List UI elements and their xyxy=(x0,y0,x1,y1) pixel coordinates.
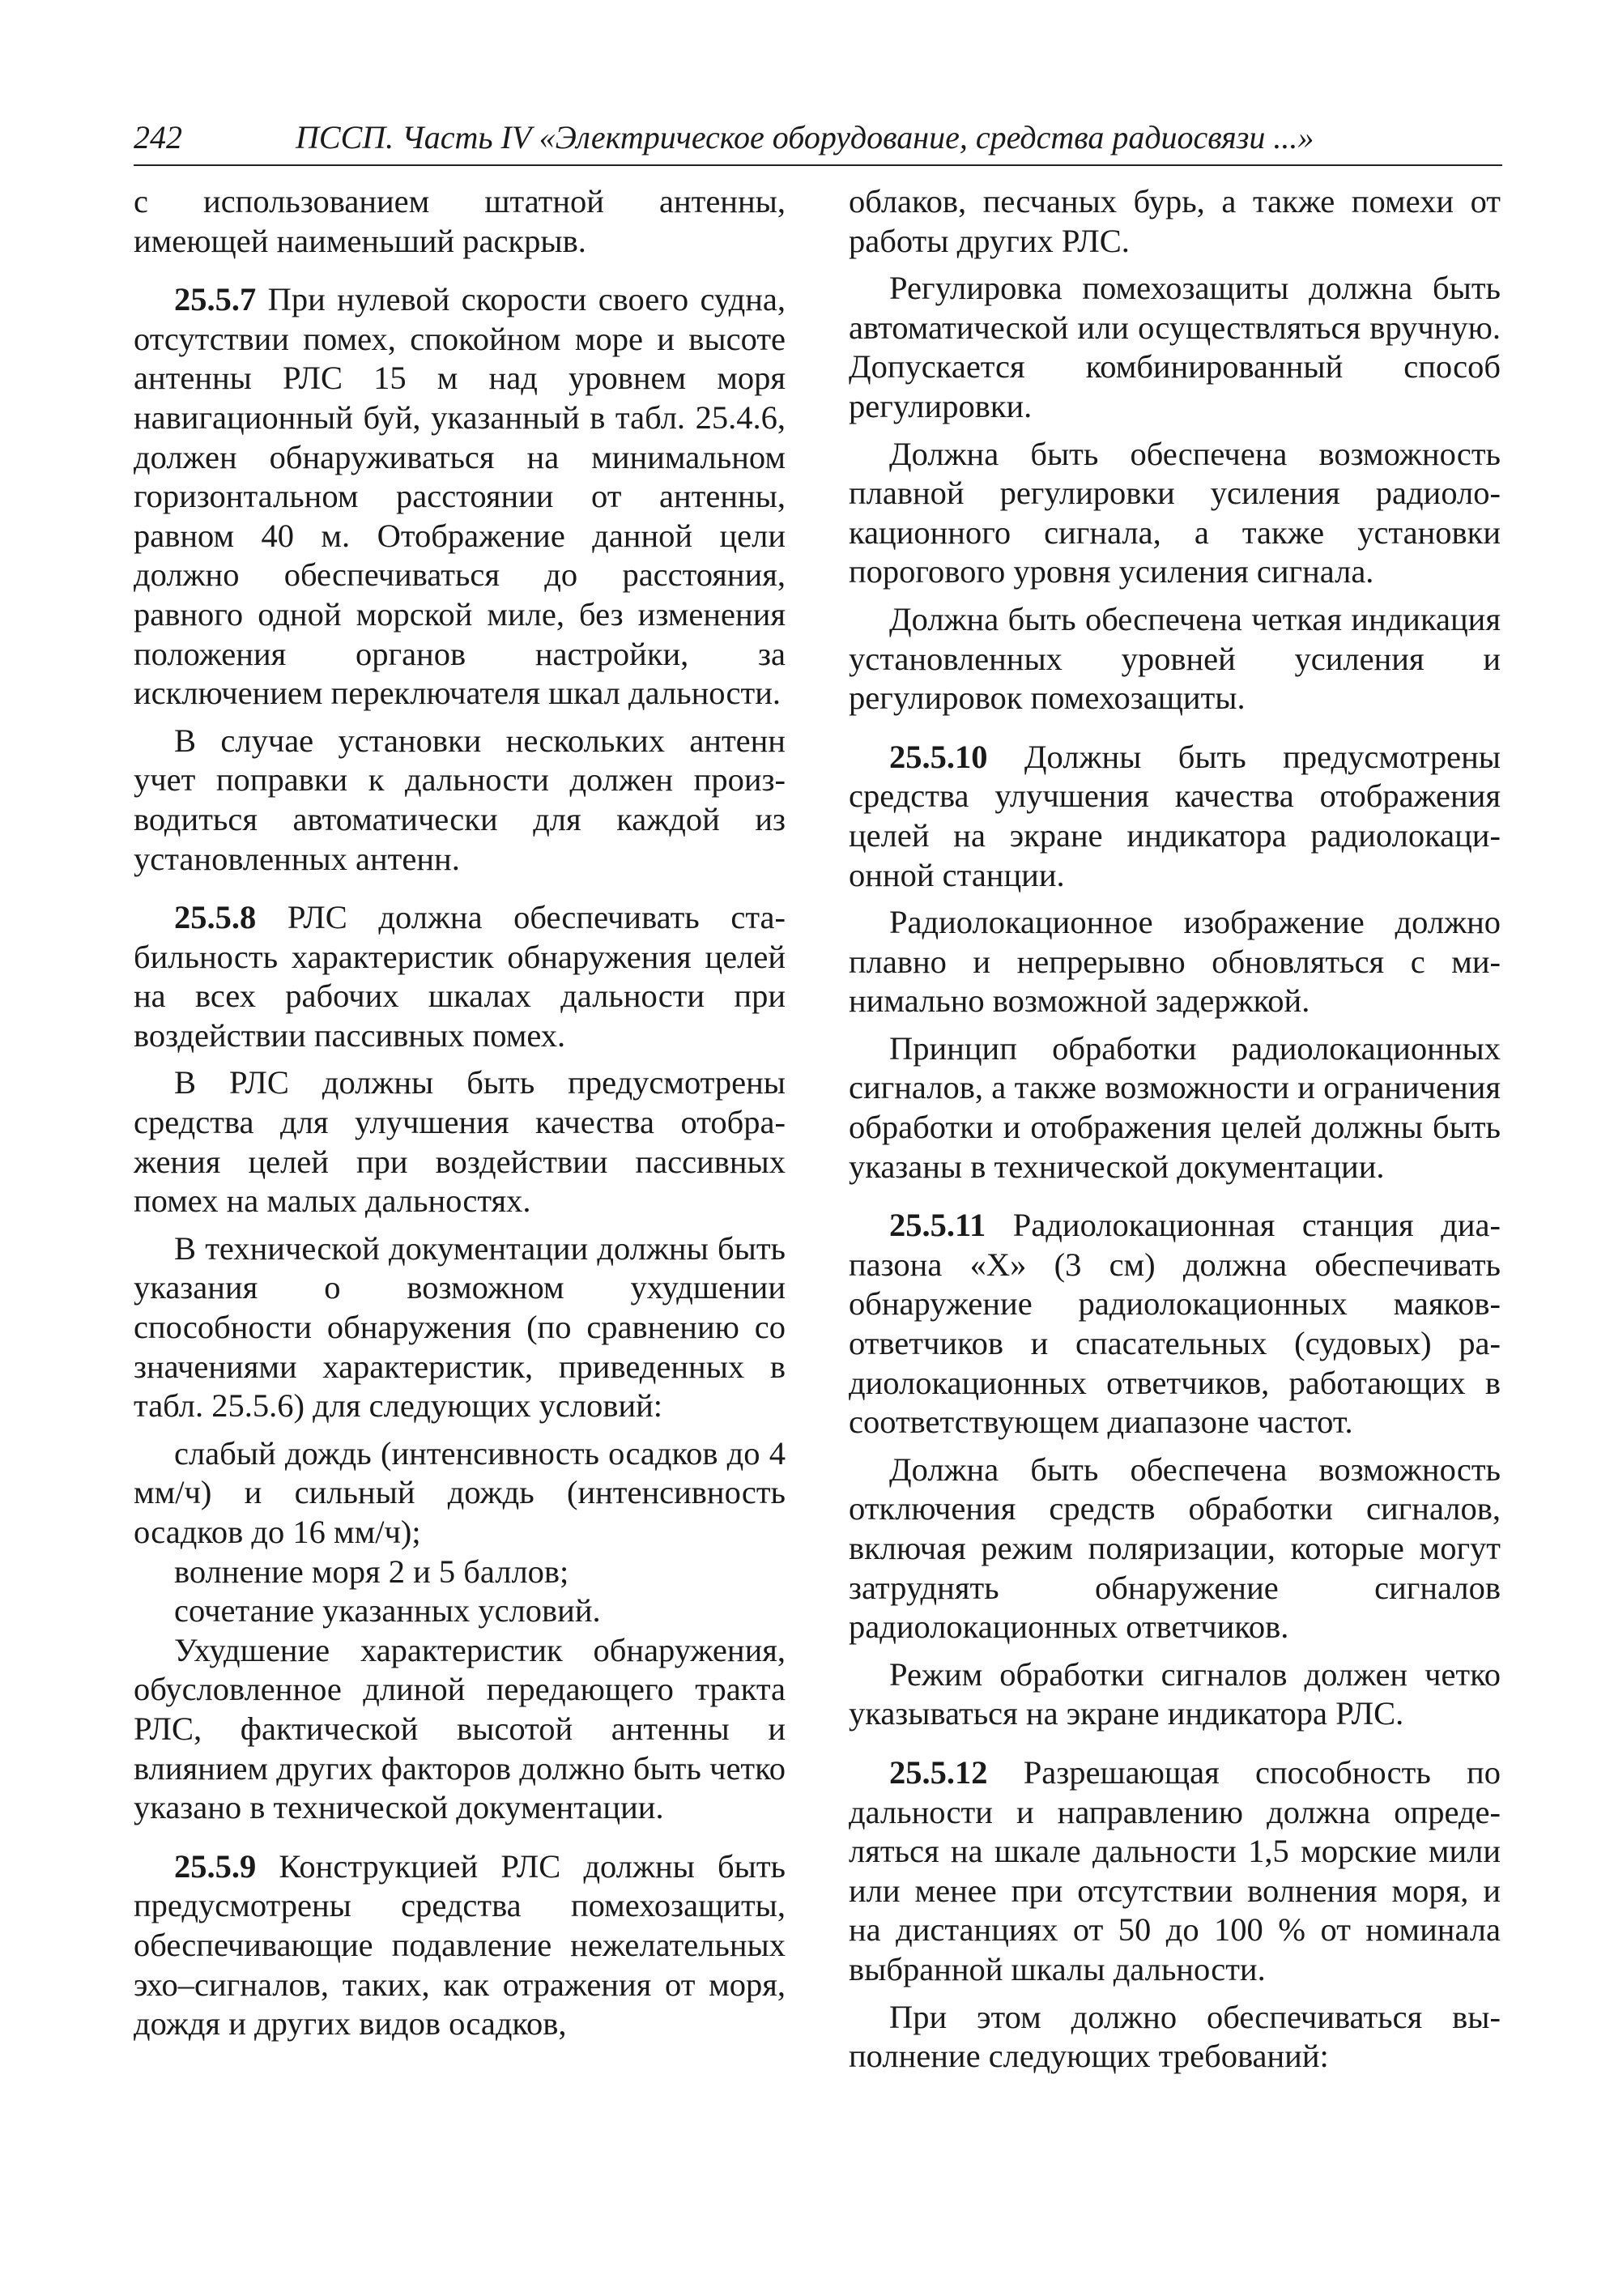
paragraph: Принцип обработки радиолокационных сигналов, а также возможности и ограничения обработки и отображения целей должны быть указаны в технической документации. xyxy=(849,1029,1501,1185)
right-column xyxy=(849,182,1501,2085)
section-number: 25.5.7 xyxy=(174,281,257,318)
running-header xyxy=(134,113,1502,162)
section-number: 25.5.11 xyxy=(889,1207,986,1244)
left-column xyxy=(134,182,786,2052)
paragraph: Ухудшение характеристик обнаружения, обусловленное длиной передающего тракта РЛС, фактической высотой антенны и влиянием других факторов должно быть четко указано в технической документации. xyxy=(134,1631,786,1826)
section-text: Должны быть предусмотрены средства улучшения качества отображения целей на экране индикатора радиолокационной станции. xyxy=(849,738,1501,893)
section-number: 25.5.10 xyxy=(889,738,988,775)
section-25-5-10 xyxy=(849,738,1501,895)
header-rule xyxy=(134,164,1502,166)
running-title: ПССП. Часть IV «Электрическое оборудование, средства радиосвязи ...» xyxy=(296,119,1314,155)
paragraph: В РЛС должны быть предусмотрены средства для улучшения качества отображения целей при воздействии пассивных помех на малых дальностях. xyxy=(134,1064,786,1220)
paragraph: Радиолокационное изображение должно плавно и непрерывно обновляться с минимально возможной задержкой. xyxy=(849,904,1501,1020)
section-25-5-11 xyxy=(849,1206,1501,1442)
paragraph: Режим обработки сигналов должен четко указываться на экране индикатора РЛС. xyxy=(849,1655,1501,1732)
section-number: 25.5.9 xyxy=(174,1847,257,1885)
section-text: Конструкцией РЛС должны быть предусмотрены средства помехозащиты, обеспечивающие подавление нежелательных эхо–сигналов, таких, как отражения от моря, дождя и других видов осадков, xyxy=(134,1847,786,2043)
paragraph: Должна быть обеспечена четкая индикация установленных уровней усиления и регулировок помехозащиты. xyxy=(849,600,1501,717)
list-item: сочетание указанных условий. xyxy=(174,1592,601,1629)
paragraph: Должна быть обеспечена возможность плавной регулировки усиления радиолокационного сигнала, а также установки порогового уровня усиления сигнала. xyxy=(849,435,1501,590)
paragraph: В технической документации должны быть указания о возможном ухудшении способности обнаружения (по сравнению со значениями характеристик, приведенных в табл. 25.5.6) для следующих условий: xyxy=(134,1229,786,1425)
section-text: Радиолокационная станция диапазона «Х» (3 см) должна обеспечивать обнаружение радиолокационных маяков-ответчиков и спасательных (судовых) радиолокационных ответчиков, работающих в соответствующем диапазоне частот. xyxy=(849,1207,1501,1441)
paragraph: В случае установки нескольких антенн учет поправки к дальности должен производиться автоматически для каждой из установленных антенн. xyxy=(134,722,786,877)
section-number: 25.5.12 xyxy=(889,1753,988,1791)
section-text: При нулевой скорости своего судна, отсутствии помех, спокойном море и высоте антенны РЛС 15 м над уровнем моря навигационный буй, указанный в табл. 25.4.6, должен обнаруживаться на минимальном горизонтальном расстоянии от антенны, равном 40 м. Отображение данной цели должно обеспечиваться до расстояния, равного одной морской миле, без изменения положения органов настройки, за исключением переключателя шкал дальности. xyxy=(134,281,786,712)
list-item: волнение моря 2 и 5 баллов; xyxy=(174,1553,569,1590)
paragraph: облаков, песчаных бурь, а также помехи от работы других РЛС. xyxy=(849,183,1501,259)
paragraph: При этом должно обеспечиваться выполнение следующих требований: xyxy=(849,1998,1501,2075)
section-25-5-12 xyxy=(849,1753,1501,1990)
section-25-5-9 xyxy=(134,1847,786,2044)
section-number: 25.5.8 xyxy=(174,899,257,936)
paragraph: с использованием штатной антенны, имеющей наименьший раскрыв. xyxy=(134,183,786,259)
paragraph: Должна быть обеспечена возможность отключения средств обработки сигналов, включая режим поляризации, которые могут затруднять обнаружение сигналов радиолокационных ответчиков. xyxy=(849,1450,1501,1646)
paragraph: Регулировка помехозащиты должна быть автоматической или осуществляться вручную. Допускается комбинированный способ регулировки. xyxy=(849,270,1501,424)
page-number: 242 xyxy=(134,119,182,155)
list-item: слабый дождь (интенсивность осадков до 4 мм/ч) и сильный дождь (интенсивность осадков до 16 мм/ч); xyxy=(134,1434,786,1550)
section-25-5-8 xyxy=(134,898,786,1055)
section-text: Разрешающая способность по дальности и направлению должна определяться на шкале дальности 1,5 морские мили или менее при отсутствии волнения моря, и на дистанциях от 50 до 100 % от номинала выбранной шкалы дальности. xyxy=(849,1753,1501,1987)
section-25-5-7 xyxy=(134,280,786,714)
section-text: РЛС должна обеспечивать стабильность характеристик обнаружения целей на всех рабочих шкалах дальности при воздействии пассивных помех. xyxy=(134,899,786,1054)
